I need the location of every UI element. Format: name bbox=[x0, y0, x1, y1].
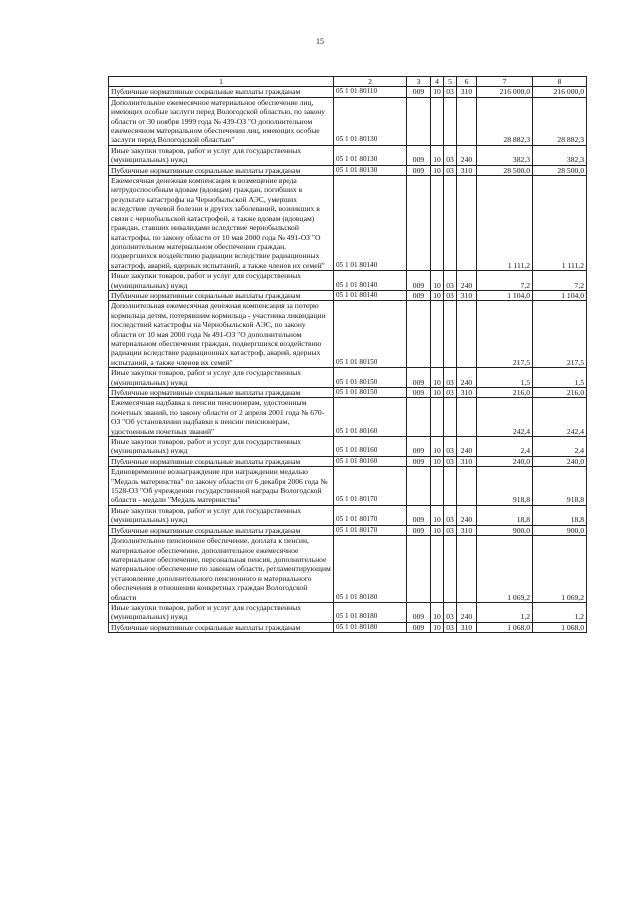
row-amount-col8: 216,0 bbox=[533, 388, 587, 398]
row-name-cell: Публичные нормативные социальные выплаты гражданам bbox=[109, 87, 334, 97]
row-code-cell: 05 1 01 80180 bbox=[334, 602, 407, 622]
table-row bbox=[109, 176, 587, 271]
row-amount-col8: 18,8 bbox=[533, 505, 587, 525]
row-col6-cell: 240 bbox=[457, 602, 477, 622]
row-col5-cell: 03 bbox=[444, 622, 457, 632]
table-row bbox=[109, 505, 587, 525]
row-code-cell: 05 1 01 80130 bbox=[334, 165, 407, 175]
row-col5-cell: 03 bbox=[444, 388, 457, 398]
table-row bbox=[109, 622, 587, 632]
row-col5-cell: 03 bbox=[444, 525, 457, 535]
row-col6-cell: 240 bbox=[457, 368, 477, 388]
row-col5-cell: 03 bbox=[444, 271, 457, 291]
row-col6-cell bbox=[457, 97, 477, 145]
table-row bbox=[109, 536, 587, 603]
row-col4-cell: 10 bbox=[431, 437, 444, 457]
row-col3-cell bbox=[407, 301, 431, 368]
row-code-cell: 05 1 01 80180 bbox=[334, 536, 407, 603]
row-amount-col7: 216 000,0 bbox=[477, 87, 533, 97]
row-name-cell: Иные закупки товаров, работ и услуг для государственных (муниципальных) нужд bbox=[109, 505, 334, 525]
row-name-cell: Дополнительное пенсионное обеспечение, доплата к пенсии, материальное обеспечение, дополнительное ежемесячное материальное обеспечение, персональная пенсия, дополнительное материальное обеспечение по законам области, регламентирующим установление дополнительного пенсионного и материального обеспечения в отношении конкретных граждан Вологодской области bbox=[109, 536, 334, 603]
row-col3-cell: 009 bbox=[407, 505, 431, 525]
row-amount-col7: 18,8 bbox=[477, 505, 533, 525]
table-row bbox=[109, 467, 587, 506]
row-col6-cell: 310 bbox=[457, 388, 477, 398]
row-amount-col7: 2,4 bbox=[477, 437, 533, 457]
table-row bbox=[109, 301, 587, 368]
row-col5-cell: 03 bbox=[444, 368, 457, 388]
row-col4-cell bbox=[431, 536, 444, 603]
row-amount-col7: 1 069,2 bbox=[477, 536, 533, 603]
row-col6-cell: 240 bbox=[457, 505, 477, 525]
row-col3-cell: 009 bbox=[407, 87, 431, 97]
row-name-cell: Дополнительная ежемесячная денежная компенсация за потерю кормильца детям, потерявшим кормильца - участника ликвидации последствий катастрофы на Чернобыльской АЭС, по закону области от 10 мая 2000 года № 491-ОЗ "О дополнительном материальном обеспечении граждан, подвергшихся воздействию радиации вследствие радиационных катастроф, аварий, ядерных испытаний, а также членов их семей" bbox=[109, 301, 334, 368]
row-col4-cell bbox=[431, 467, 444, 506]
row-col3-cell bbox=[407, 176, 431, 271]
row-amount-col8: 1,5 bbox=[533, 368, 587, 388]
row-col5-cell: 03 bbox=[444, 602, 457, 622]
row-col6-cell: 240 bbox=[457, 271, 477, 291]
row-code-cell: 05 1 01 80170 bbox=[334, 467, 407, 506]
row-code-cell: 05 1 01 80140 bbox=[334, 290, 407, 300]
row-amount-col7: 1 111,2 bbox=[477, 176, 533, 271]
page-number: 15 bbox=[316, 37, 324, 46]
table-row bbox=[109, 398, 587, 437]
row-amount-col8: 1 104,0 bbox=[533, 290, 587, 300]
row-col4-cell: 10 bbox=[431, 165, 444, 175]
row-col5-cell bbox=[444, 176, 457, 271]
row-col5-cell bbox=[444, 398, 457, 437]
table-row bbox=[109, 97, 587, 145]
row-col4-cell bbox=[431, 301, 444, 368]
row-amount-col8: 1 111,2 bbox=[533, 176, 587, 271]
row-amount-col7: 240,0 bbox=[477, 456, 533, 466]
row-col4-cell: 10 bbox=[431, 622, 444, 632]
row-col3-cell: 009 bbox=[407, 602, 431, 622]
row-name-cell: Ежемесячная надбавка к пенсии пенсионерам, удостоенным почетных званий, по закону области от 2 апреля 2001 года № 670-ОЗ "Об установлении надбавки к пенсии пенсионерам, удостоенным почетных званий" bbox=[109, 398, 334, 437]
row-code-cell: 05 1 01 80160 bbox=[334, 456, 407, 466]
row-amount-col8: 28 500,0 bbox=[533, 165, 587, 175]
row-col3-cell bbox=[407, 398, 431, 437]
row-col4-cell: 10 bbox=[431, 505, 444, 525]
row-name-cell: Дополнительное ежемесячное материальное обеспечение лиц, имеющих особые заслуги перед Вологодской областью, по закону области от 30 ноября 1999 года № 439-ОЗ "О дополнительном ежемесячном материальном обеспечении лиц, имеющих особые заслуги перед Вологодской областью" bbox=[109, 97, 334, 145]
row-code-cell: 05 1 01 80130 bbox=[334, 97, 407, 145]
row-amount-col8: 7,2 bbox=[533, 271, 587, 291]
table-row bbox=[109, 525, 587, 535]
row-amount-col7: 1 104,0 bbox=[477, 290, 533, 300]
row-col3-cell: 009 bbox=[407, 525, 431, 535]
row-col6-cell: 240 bbox=[457, 145, 477, 165]
row-name-cell: Публичные нормативные социальные выплаты гражданам bbox=[109, 165, 334, 175]
table-row bbox=[109, 368, 587, 388]
row-col5-cell: 03 bbox=[444, 145, 457, 165]
row-col5-cell: 03 bbox=[444, 456, 457, 466]
row-amount-col8: 900,0 bbox=[533, 525, 587, 535]
row-col3-cell: 009 bbox=[407, 165, 431, 175]
row-col5-cell: 03 bbox=[444, 165, 457, 175]
row-col5-cell: 03 bbox=[444, 87, 457, 97]
row-col3-cell bbox=[407, 536, 431, 603]
row-amount-col8: 217,5 bbox=[533, 301, 587, 368]
row-col6-cell: 310 bbox=[457, 290, 477, 300]
row-code-cell: 05 1 01 80160 bbox=[334, 437, 407, 457]
table-row bbox=[109, 456, 587, 466]
column-header: 3 bbox=[407, 77, 431, 87]
row-col5-cell bbox=[444, 97, 457, 145]
row-col6-cell: 310 bbox=[457, 525, 477, 535]
row-name-cell: Иные закупки товаров, работ и услуг для государственных (муниципальных) нужд bbox=[109, 602, 334, 622]
row-amount-col8: 240,0 bbox=[533, 456, 587, 466]
column-header: 2 bbox=[334, 77, 407, 87]
row-col4-cell: 10 bbox=[431, 388, 444, 398]
row-col4-cell bbox=[431, 398, 444, 437]
row-amount-col7: 216,0 bbox=[477, 388, 533, 398]
row-col4-cell: 10 bbox=[431, 525, 444, 535]
row-amount-col7: 382,3 bbox=[477, 145, 533, 165]
row-code-cell: 05 1 01 80180 bbox=[334, 622, 407, 632]
row-amount-col8: 1 069,2 bbox=[533, 536, 587, 603]
column-header: 5 bbox=[444, 77, 457, 87]
row-col5-cell: 03 bbox=[444, 437, 457, 457]
row-code-cell: 05 1 01 80150 bbox=[334, 368, 407, 388]
column-header: 8 bbox=[533, 77, 587, 87]
row-col6-cell bbox=[457, 176, 477, 271]
row-code-cell: 05 1 01 80140 bbox=[334, 176, 407, 271]
row-amount-col7: 28 882,3 bbox=[477, 97, 533, 145]
row-col6-cell bbox=[457, 467, 477, 506]
row-amount-col7: 28 500,0 bbox=[477, 165, 533, 175]
row-col3-cell: 009 bbox=[407, 388, 431, 398]
row-col3-cell: 009 bbox=[407, 271, 431, 291]
row-col5-cell: 03 bbox=[444, 290, 457, 300]
row-code-cell: 05 1 01 80140 bbox=[334, 271, 407, 291]
column-header: 6 bbox=[457, 77, 477, 87]
row-amount-col8: 216 000,0 bbox=[533, 87, 587, 97]
row-col6-cell bbox=[457, 398, 477, 437]
row-col5-cell bbox=[444, 536, 457, 603]
row-col5-cell bbox=[444, 301, 457, 368]
table-row bbox=[109, 290, 587, 300]
row-amount-col8: 382,3 bbox=[533, 145, 587, 165]
row-col6-cell: 310 bbox=[457, 87, 477, 97]
row-col4-cell: 10 bbox=[431, 87, 444, 97]
budget-table bbox=[108, 76, 587, 633]
row-amount-col7: 918,8 bbox=[477, 467, 533, 506]
row-amount-col7: 217,5 bbox=[477, 301, 533, 368]
row-col4-cell: 10 bbox=[431, 456, 444, 466]
row-name-cell: Публичные нормативные социальные выплаты гражданам bbox=[109, 456, 334, 466]
row-name-cell: Публичные нормативные социальные выплаты гражданам bbox=[109, 290, 334, 300]
row-col6-cell: 310 bbox=[457, 456, 477, 466]
row-code-cell: 05 1 01 80170 bbox=[334, 525, 407, 535]
table-row bbox=[109, 87, 587, 97]
column-header-row bbox=[109, 77, 587, 87]
table-row bbox=[109, 602, 587, 622]
row-amount-col7: 1,5 bbox=[477, 368, 533, 388]
column-header: 1 bbox=[109, 77, 334, 87]
row-name-cell: Единовременное вознаграждение при награждении медалью "Медаль материнства" по закону области от 6 декабря 2006 года № 1528-ОЗ "Об учреждении государственной награды Вологодской области - медали "Медаль материнства" bbox=[109, 467, 334, 506]
row-code-cell: 05 1 01 80130 bbox=[334, 145, 407, 165]
row-name-cell: Публичные нормативные социальные выплаты гражданам bbox=[109, 388, 334, 398]
row-amount-col8: 1,2 bbox=[533, 602, 587, 622]
row-amount-col8: 1 068,0 bbox=[533, 622, 587, 632]
row-amount-col8: 918,8 bbox=[533, 467, 587, 506]
table-row bbox=[109, 388, 587, 398]
row-col3-cell: 009 bbox=[407, 290, 431, 300]
row-col3-cell: 009 bbox=[407, 437, 431, 457]
row-col4-cell: 10 bbox=[431, 602, 444, 622]
row-amount-col8: 2,4 bbox=[533, 437, 587, 457]
row-code-cell: 05 1 01 80150 bbox=[334, 388, 407, 398]
row-col6-cell: 310 bbox=[457, 622, 477, 632]
row-code-cell: 05 1 01 80160 bbox=[334, 398, 407, 437]
column-header: 7 bbox=[477, 77, 533, 87]
row-col6-cell bbox=[457, 301, 477, 368]
row-col5-cell: 03 bbox=[444, 505, 457, 525]
row-name-cell: Ежемесячная денежная компенсация в возмещение вреда нетрудоспособным вдовам (вдовцам) граждан, погибших в результате катастрофы на Чернобыльской АЭС, умерших вследствие лучевой болезни и других заболеваний, возникших в связи с чернобыльской катастрофой, а также вдовам (вдовцам) граждан, ставших инвалидами вследствие чернобыльской катастрофы, по закону области от 10 мая 2000 года № 491-ОЗ "О дополнительном материальном обеспечении граждан, подвергшихся воздействию радиации вследствие радиационных катастроф, аварий, ядерных испытаний, а также членов их семей" bbox=[109, 176, 334, 271]
row-amount-col7: 1 068,0 bbox=[477, 622, 533, 632]
row-amount-col7: 7,2 bbox=[477, 271, 533, 291]
row-col3-cell: 009 bbox=[407, 145, 431, 165]
row-col6-cell bbox=[457, 536, 477, 603]
row-code-cell: 05 1 01 80150 bbox=[334, 301, 407, 368]
row-amount-col7: 242,4 bbox=[477, 398, 533, 437]
row-col4-cell: 10 bbox=[431, 271, 444, 291]
row-col3-cell: 009 bbox=[407, 622, 431, 632]
row-col4-cell: 10 bbox=[431, 368, 444, 388]
row-name-cell: Иные закупки товаров, работ и услуг для государственных (муниципальных) нужд bbox=[109, 368, 334, 388]
row-name-cell: Публичные нормативные социальные выплаты гражданам bbox=[109, 525, 334, 535]
row-col3-cell bbox=[407, 467, 431, 506]
row-amount-col8: 242,4 bbox=[533, 398, 587, 437]
row-code-cell: 05 1 01 80170 bbox=[334, 505, 407, 525]
row-col6-cell: 310 bbox=[457, 165, 477, 175]
column-header: 4 bbox=[431, 77, 444, 87]
row-col4-cell: 10 bbox=[431, 145, 444, 165]
table-row bbox=[109, 165, 587, 175]
row-col4-cell bbox=[431, 176, 444, 271]
row-name-cell: Иные закупки товаров, работ и услуг для государственных (муниципальных) нужд bbox=[109, 437, 334, 457]
row-col3-cell: 009 bbox=[407, 456, 431, 466]
row-amount-col8: 28 882,3 bbox=[533, 97, 587, 145]
row-col4-cell bbox=[431, 97, 444, 145]
row-col3-cell bbox=[407, 97, 431, 145]
table-row bbox=[109, 437, 587, 457]
row-code-cell: 05 1 01 80110 bbox=[334, 87, 407, 97]
row-col3-cell: 009 bbox=[407, 368, 431, 388]
row-col4-cell: 10 bbox=[431, 290, 444, 300]
row-name-cell: Иные закупки товаров, работ и услуг для государственных (муниципальных) нужд bbox=[109, 145, 334, 165]
row-col6-cell: 240 bbox=[457, 437, 477, 457]
row-amount-col7: 1,2 bbox=[477, 602, 533, 622]
row-amount-col7: 900,0 bbox=[477, 525, 533, 535]
table-row bbox=[109, 145, 587, 165]
table-row bbox=[109, 271, 587, 291]
row-col5-cell bbox=[444, 467, 457, 506]
row-name-cell: Иные закупки товаров, работ и услуг для государственных (муниципальных) нужд bbox=[109, 271, 334, 291]
row-name-cell: Публичные нормативные социальные выплаты гражданам bbox=[109, 622, 334, 632]
